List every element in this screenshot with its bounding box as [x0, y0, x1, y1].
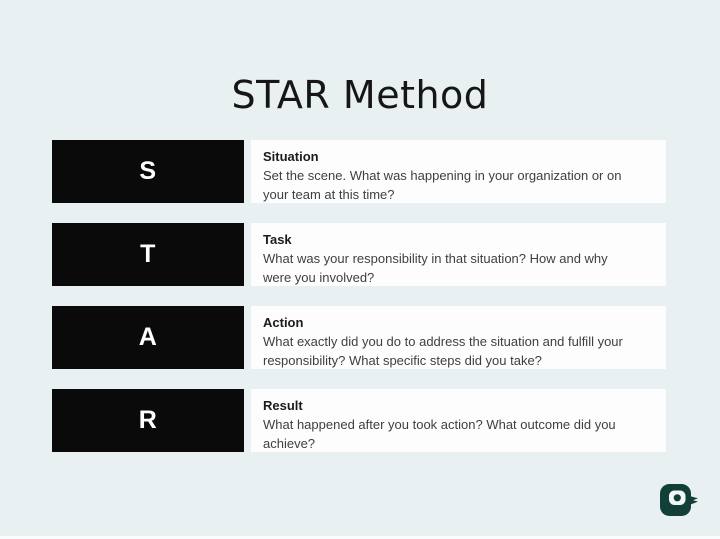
- star-row-situation: [52, 140, 666, 203]
- action-description: What exactly did you do to address the situation and fulfill your responsibility? What specific steps did you take?: [263, 334, 623, 368]
- letter-box-t: [52, 223, 244, 286]
- letter-a: A: [138, 323, 158, 351]
- result-description: What happened after you took action? What outcome did you achieve?: [263, 417, 616, 451]
- letter-t: T: [140, 240, 156, 268]
- result-card: [251, 389, 666, 452]
- star-rows: [52, 140, 666, 472]
- result-heading: Result: [263, 398, 303, 413]
- action-heading: Action: [263, 315, 304, 330]
- star-row-action: [52, 306, 666, 369]
- page-title: STAR Method: [231, 73, 489, 118]
- letter-r: R: [138, 406, 158, 434]
- task-card: [251, 223, 666, 286]
- star-row-task: [52, 223, 666, 286]
- letter-box-r: [52, 389, 244, 452]
- situation-description: Set the scene. What was happening in your organization or on your team at this time?: [263, 168, 622, 202]
- bird-logo-icon: [659, 483, 699, 519]
- task-description: What was your responsibility in that situation? How and why were you involved?: [263, 251, 608, 285]
- action-card: [251, 306, 666, 369]
- situation-heading: Situation: [263, 149, 319, 164]
- task-heading: Task: [263, 232, 292, 247]
- situation-card: [251, 140, 666, 203]
- letter-s: S: [139, 157, 157, 185]
- star-row-result: [52, 389, 666, 452]
- letter-box-s: [52, 140, 244, 203]
- letter-box-a: [52, 306, 244, 369]
